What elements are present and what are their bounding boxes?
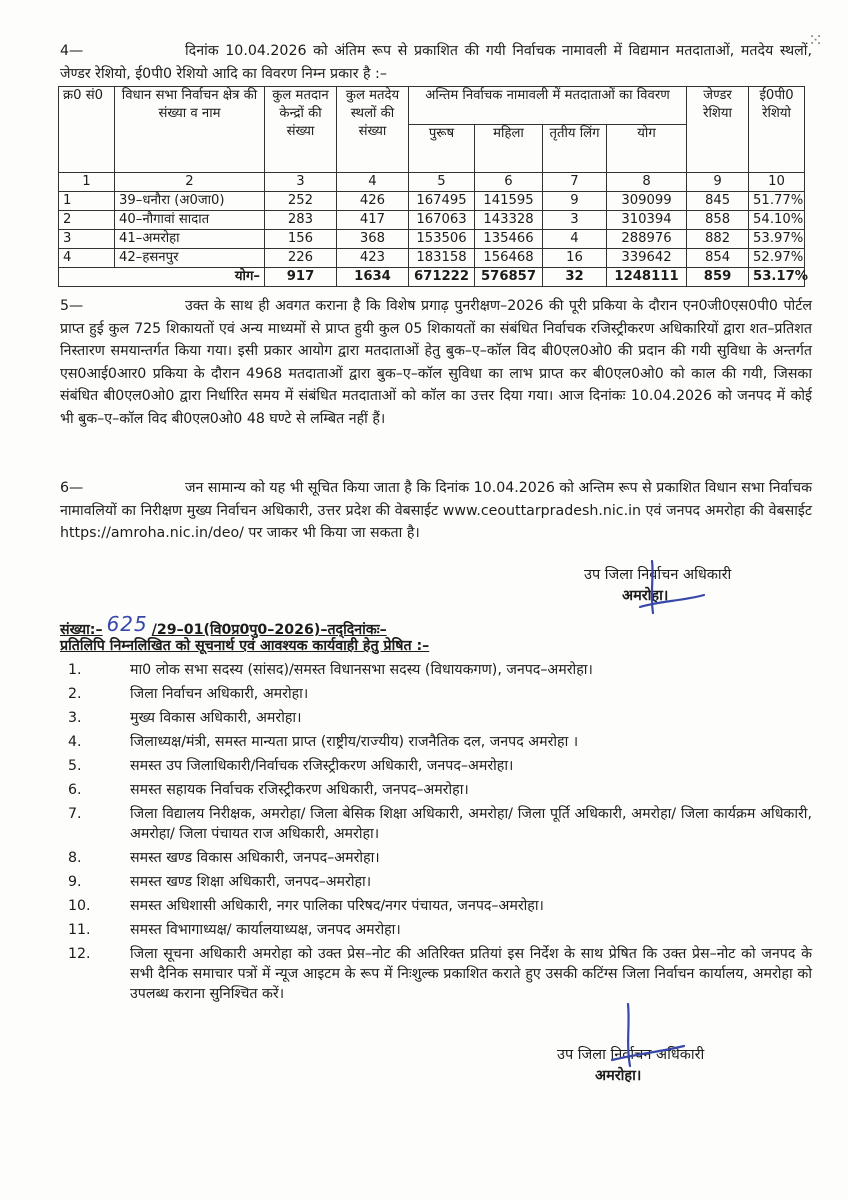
table-cell: 10 bbox=[749, 173, 805, 192]
table-cell: 882 bbox=[687, 230, 749, 249]
table-cell: 9 bbox=[687, 173, 749, 192]
table-cell: 143328 bbox=[475, 211, 543, 230]
table-cell: 8 bbox=[607, 173, 687, 192]
signatory-title: उप जिला निर्वाचन अधिकारी bbox=[584, 567, 732, 583]
table-cell: 854 bbox=[687, 249, 749, 268]
table-cell: 153506 bbox=[409, 230, 475, 249]
table-cell: 40–नौगावां सादात bbox=[115, 211, 265, 230]
list-text: मुख्य विकास अधिकारी, अमरोहा। bbox=[130, 710, 302, 726]
table-cell: 368 bbox=[337, 230, 409, 249]
list-item bbox=[60, 780, 812, 800]
table-row bbox=[59, 211, 805, 230]
table-cell: 156468 bbox=[475, 249, 543, 268]
table-cell: 917 bbox=[265, 268, 337, 287]
table-cell: 141595 bbox=[475, 192, 543, 211]
table-cell: 1248111 bbox=[607, 268, 687, 287]
handwritten-signature-icon bbox=[600, 1000, 690, 1080]
table-cell: 167495 bbox=[409, 192, 475, 211]
paragraph-text: दिनांक 10.04.2026 को अंतिम रूप से प्रकाशित की गयी निर्वाचक नामावली में विद्यमान मतदाताओं, मतदेय स्थलों, जेण्डर रेशियो, ई0पी0 रेशियो आदि का विवरण निम्न प्रकार है :– bbox=[60, 43, 812, 82]
table-cell: 423 bbox=[337, 249, 409, 268]
header-centres: कुल मतदान केन्द्रों की संख्या bbox=[265, 87, 337, 173]
list-item bbox=[60, 708, 812, 728]
header-stations: कुल मतदेय स्थलों की संख्या bbox=[337, 87, 409, 173]
total-label: योग– bbox=[59, 268, 265, 287]
table-cell: 226 bbox=[265, 249, 337, 268]
list-item bbox=[60, 756, 812, 776]
paragraph-5 bbox=[60, 295, 812, 430]
list-number: 10. bbox=[68, 898, 91, 914]
list-item bbox=[60, 872, 812, 892]
table-row bbox=[59, 249, 805, 268]
signatory-place: अमरोहा। bbox=[595, 1068, 642, 1084]
paragraph-text: जन सामान्य को यह भी सूचित किया जाता है कि दिनांक 10.04.2026 को अन्तिम रूप से प्रकाशित विधान सभा निर्वाचक नामावलियों का निरीक्षण मुख्य निर्वाचन अधिकारी, उत्तर प्रदेश की वेबसाईट www.ceouttarpradesh.nic.in एवं जनपद अमरोहा की वेबसाईट https://amroha.nic.in/deo/ पर जाकर भी किया जा सकता है। bbox=[60, 480, 812, 541]
list-text: समस्त विभागाध्यक्ष/ कार्यालयाध्यक्ष, जनपद अमरोहा। bbox=[130, 922, 401, 938]
table-cell: 339642 bbox=[607, 249, 687, 268]
list-text: समस्त उप जिलाधिकारी/निर्वाचक रजिस्ट्रीकरण अधिकारी, जनपद–अमरोहा। bbox=[130, 758, 514, 774]
list-text: जिला सूचना अधिकारी अमरोहा को उक्त प्रेस–नोट की अतिरिक्त प्रतियां इस निर्देश के साथ प्रेषित कि उक्त प्रेस–नोट को जनपद के सभी दैनिक समाचार पत्रों में न्यूज आइटम के रूप में निःशुल्क प्रकाशित कराते हुए उसकी कटिंग्स जिला निर्वाचन कार्यालय, अमरोहा को उपलब्ध कराना सुनिश्चित करें। bbox=[130, 946, 812, 1002]
header-third-gender: तृतीय लिंग bbox=[543, 125, 607, 173]
table-cell: 42–हसनपुर bbox=[115, 249, 265, 268]
list-text: समस्त खण्ड शिक्षा अधिकारी, जनपद–अमरोहा। bbox=[130, 874, 372, 890]
table-cell: 671222 bbox=[409, 268, 475, 287]
list-number: 12. bbox=[68, 946, 91, 962]
list-item bbox=[60, 660, 812, 680]
table-cell: 1 bbox=[59, 173, 115, 192]
table-cell: 16 bbox=[543, 249, 607, 268]
list-number: 2. bbox=[68, 686, 82, 702]
table-cell: 167063 bbox=[409, 211, 475, 230]
table-cell: 51.77% bbox=[749, 192, 805, 211]
reference-suffix: /29–01(वि0प्र0पु0–2026)–तद्‌दिनांकः– bbox=[151, 622, 387, 638]
list-number: 3. bbox=[68, 710, 82, 726]
list-text: समस्त सहायक निर्वाचक रजिस्ट्रीकरण अधिकारी, जनपद–अमरोहा। bbox=[130, 782, 469, 798]
table-cell: 288976 bbox=[607, 230, 687, 249]
table-cell: 4 bbox=[59, 249, 115, 268]
header-total: योग bbox=[607, 125, 687, 173]
table-cell: 4 bbox=[543, 230, 607, 249]
list-number: 1. bbox=[68, 662, 82, 678]
reference-prefix: संख्या:– bbox=[60, 622, 103, 638]
table-cell: 1 bbox=[59, 192, 115, 211]
table-cell: 39–धनौरा (अ0जा0) bbox=[115, 192, 265, 211]
list-text: समस्त अधिशासी अधिकारी, नगर पालिका परिषद/नगर पंचायत, जनपद–अमरोहा। bbox=[130, 898, 544, 914]
table-cell: 9 bbox=[543, 192, 607, 211]
table-cell: 283 bbox=[265, 211, 337, 230]
signatory-title: उप जिला निर्वाचन अधिकारी bbox=[557, 1047, 705, 1063]
list-number: 5. bbox=[68, 758, 82, 774]
paragraph-number: 5— bbox=[60, 298, 84, 314]
handwritten-signature-icon bbox=[630, 555, 710, 625]
paragraph-number: 4— bbox=[60, 43, 84, 59]
table-cell: 52.97% bbox=[749, 249, 805, 268]
list-item bbox=[60, 732, 812, 752]
list-number: 6. bbox=[68, 782, 82, 798]
copy-to-heading: प्रतिलिपि निम्नलिखित को सूचनार्थ एवं आवश्यक कार्यवाही हेतु प्रेषित :– bbox=[60, 638, 430, 654]
table-cell: 54.10% bbox=[749, 211, 805, 230]
table-cell: 3 bbox=[59, 230, 115, 249]
list-number: 7. bbox=[68, 806, 82, 822]
header-constituency: विधान सभा निर्वाचन क्षेत्र की संख्या व नाम bbox=[115, 87, 265, 173]
table-cell: 426 bbox=[337, 192, 409, 211]
list-text: जिलाध्यक्ष/मंत्री, समस्त मान्यता प्राप्त (राष्ट्रीय/राज्यीय) राजनैतिक दल, जनपद अमरोहा । bbox=[130, 734, 579, 750]
list-item bbox=[60, 804, 812, 844]
table-cell: 310394 bbox=[607, 211, 687, 230]
header-sno: क्र0 सं0 bbox=[59, 87, 115, 173]
table-cell: 309099 bbox=[607, 192, 687, 211]
table-row bbox=[59, 230, 805, 249]
list-text: समस्त खण्ड विकास अधिकारी, जनपद–अमरोहा। bbox=[130, 850, 380, 866]
voter-statistics-table bbox=[58, 86, 808, 287]
list-text: जिला विद्यालय निरीक्षक, अमरोहा/ जिला बेसिक शिक्षा अधिकारी, अमरोहा/ जिला पूर्ति अधिकारी, अमरोहा/ जिला कार्यक्रम अधिकारी, अमरोहा/ जिला पंचायत राज अधिकारी, अमरोहा। bbox=[130, 806, 812, 842]
column-number-row bbox=[59, 173, 805, 192]
list-item bbox=[60, 896, 812, 916]
list-number: 11. bbox=[68, 922, 91, 938]
header-ep-ratio: ई0पी0 रेशियो bbox=[749, 87, 805, 173]
table-cell: 845 bbox=[687, 192, 749, 211]
header-voters-group: अन्तिम निर्वाचक नामावली में मतदाताओं का विवरण bbox=[409, 87, 687, 125]
table-cell: 53.17% bbox=[749, 268, 805, 287]
paragraph-4 bbox=[60, 40, 812, 85]
table-cell: 4 bbox=[337, 173, 409, 192]
list-item bbox=[60, 848, 812, 868]
table-cell: 417 bbox=[337, 211, 409, 230]
table-cell: 7 bbox=[543, 173, 607, 192]
list-item bbox=[60, 920, 812, 940]
handwritten-number: 625 bbox=[106, 612, 148, 636]
list-text: जिला निर्वाचन अधिकारी, अमरोहा। bbox=[130, 686, 309, 702]
list-item bbox=[60, 944, 812, 1004]
table-cell: 6 bbox=[475, 173, 543, 192]
table-cell: 576857 bbox=[475, 268, 543, 287]
paragraph-text: उक्त के साथ ही अवगत कराना है कि विशेष प्रगाढ़ पुनरीक्षण–2026 की पूरी प्रकिया के दौरान एन0जी0एस0पी0 पोर्टल प्राप्त हुई कुल 725 शिकायतों एवं अन्य माध्यमों से प्राप्त हुयी कुल 05 शिकायतों का संबंधित निर्वाचक रजिस्ट्रीकरण अधिकारियों द्वारा शत–प्रतिशत निस्तारण समयान्तर्गत किया गया। इसी प्रकार आयोग द्वारा मतदाताओं हेतु बुक–ए–कॉल विद बी0एल0ओ0 की प्रदान की गयी सुविधा के अन्तर्गत एस0आई0आर0 प्रकिया के दौरान 4968 मतदाताओं द्वारा बुक–ए–कॉल सुविधा का लाभ प्राप्त कर बी0एल0ओ0 को काल की गयी, जिसका संबंधित बी0एल0ओ0 द्वारा निर्धारित समय में संबंधित मतदाताओं को कॉल का उत्तर दिया गया। आज दिनांकः 10.04.2026 को जनपद में कोई भी बुक–ए–कॉल विद बी0एल0ओ0 48 घण्टे से लम्बित नहीं हैं। bbox=[60, 298, 812, 427]
paragraph-6 bbox=[60, 477, 812, 545]
table-cell: 32 bbox=[543, 268, 607, 287]
list-number: 4. bbox=[68, 734, 82, 750]
table-cell: 252 bbox=[265, 192, 337, 211]
table-cell: 53.97% bbox=[749, 230, 805, 249]
header-female: महिला bbox=[475, 125, 543, 173]
signatory-place: अमरोहा। bbox=[622, 588, 669, 604]
table-cell: 183158 bbox=[409, 249, 475, 268]
list-text: मा0 लोक सभा सदस्य (सांसद)/समस्त विधानसभा सदस्य (विधायकगण), जनपद–अमरोहा। bbox=[130, 662, 593, 678]
list-number: 9. bbox=[68, 874, 82, 890]
table-row bbox=[59, 192, 805, 211]
paragraph-number: 6— bbox=[60, 480, 84, 496]
table-cell: 3 bbox=[265, 173, 337, 192]
table-cell: 1634 bbox=[337, 268, 409, 287]
table-cell: 5 bbox=[409, 173, 475, 192]
table-cell: 41–अमरोहा bbox=[115, 230, 265, 249]
table-cell: 2 bbox=[115, 173, 265, 192]
table-cell: 156 bbox=[265, 230, 337, 249]
scan-artifact-icon: ⁙ bbox=[808, 30, 824, 51]
header-gender-ratio: जेण्डर रेशिया bbox=[687, 87, 749, 173]
table-cell: 3 bbox=[543, 211, 607, 230]
list-item bbox=[60, 684, 812, 704]
header-male: पुरूष bbox=[409, 125, 475, 173]
table-cell: 858 bbox=[687, 211, 749, 230]
table-total-row bbox=[59, 268, 805, 287]
list-number: 8. bbox=[68, 850, 82, 866]
copy-to-list bbox=[60, 660, 812, 1008]
table-cell: 2 bbox=[59, 211, 115, 230]
table-cell: 135466 bbox=[475, 230, 543, 249]
table-cell: 859 bbox=[687, 268, 749, 287]
